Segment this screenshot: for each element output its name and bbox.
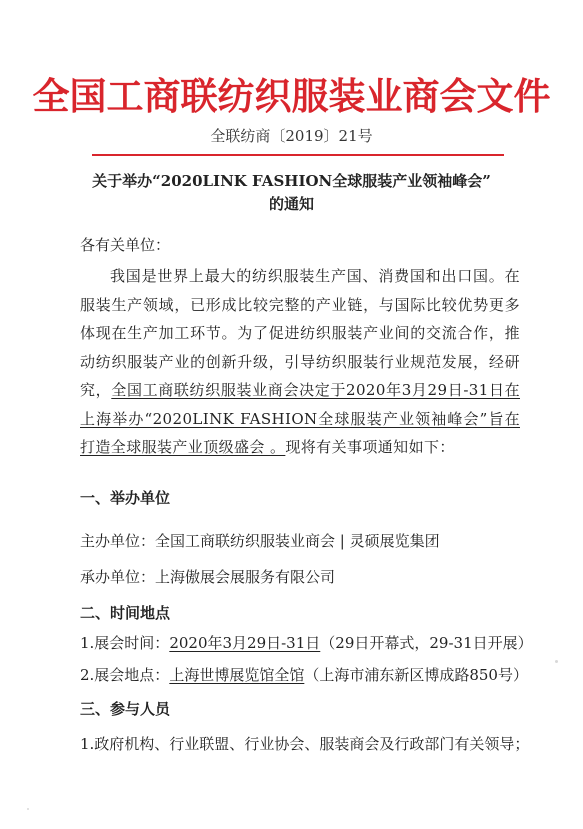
venue-label: 2.展会地点： <box>80 666 170 684</box>
time-label: 1.展会时间： <box>80 634 170 652</box>
document-number: 全联纺商〔2019〕21号 <box>210 127 373 145</box>
notice-title <box>0 170 583 216</box>
contractor-label: 承办单位： <box>80 568 156 586</box>
red-divider-line <box>92 154 504 156</box>
host-label: 主办单位： <box>80 532 156 550</box>
exhibition-time-line <box>80 632 533 653</box>
time-note: （29日开幕式，29-31日开展） <box>320 634 533 652</box>
host-value: 全国工商联纺织服装业商会 | 灵硕展览集团 <box>155 532 440 550</box>
venue-value: 上海世博展览馆全馆 <box>169 666 305 684</box>
contractor-value: 上海傲展会展服务有限公司 <box>155 568 336 586</box>
intro-paragraph <box>80 262 520 462</box>
venue-note: （上海市浦东新区博成路850号） <box>304 666 528 684</box>
document-header-title: 全国工商联纺织服装业商会文件 <box>32 74 551 118</box>
notice-title-line2: 的通知 <box>268 195 314 213</box>
contractor-line <box>80 566 335 587</box>
host-organizer-line <box>80 530 440 551</box>
intro-underlined-text: 全国工商联纺织服装业商会决定于2020年3月29日-31日在上海举办“2020LINK FASHION全球服装产业领袖峰会”旨在打造全球服装产业顶级盛会 。 <box>80 381 520 456</box>
scan-speck <box>27 808 29 810</box>
section-heading-participants: 三、参与人员 <box>80 700 171 718</box>
section-heading-time-venue: 二、时间地点 <box>80 604 171 622</box>
notice-title-line1: 关于举办“2020LINK FASHION全球服装产业领袖峰会” <box>92 172 491 190</box>
exhibition-venue-line <box>80 664 528 685</box>
intro-text-part2: 现将有关事项通知如下： <box>285 438 455 456</box>
salutation: 各有关单位： <box>80 236 171 254</box>
section-heading-organizers: 一、举办单位 <box>80 489 171 507</box>
intro-text-part1: 我国是世界上最大的纺织服装生产国、消费国和出口国。在服装生产领域，已形成比较完整的产业链，与国际比较优势更多体现在生产加工环节。为了促进纺织服装产业间的交流合作，推动纺织服装产业的创新升级，引导纺织服装行业规范发展，经研究， <box>80 267 520 399</box>
participants-item-1: 1.政府机构、行业联盟、行业协会、服装商会及行政部门有关领导； <box>80 735 530 753</box>
time-value: 2020年3月29日-31日 <box>169 634 321 652</box>
scan-speck <box>555 660 558 663</box>
